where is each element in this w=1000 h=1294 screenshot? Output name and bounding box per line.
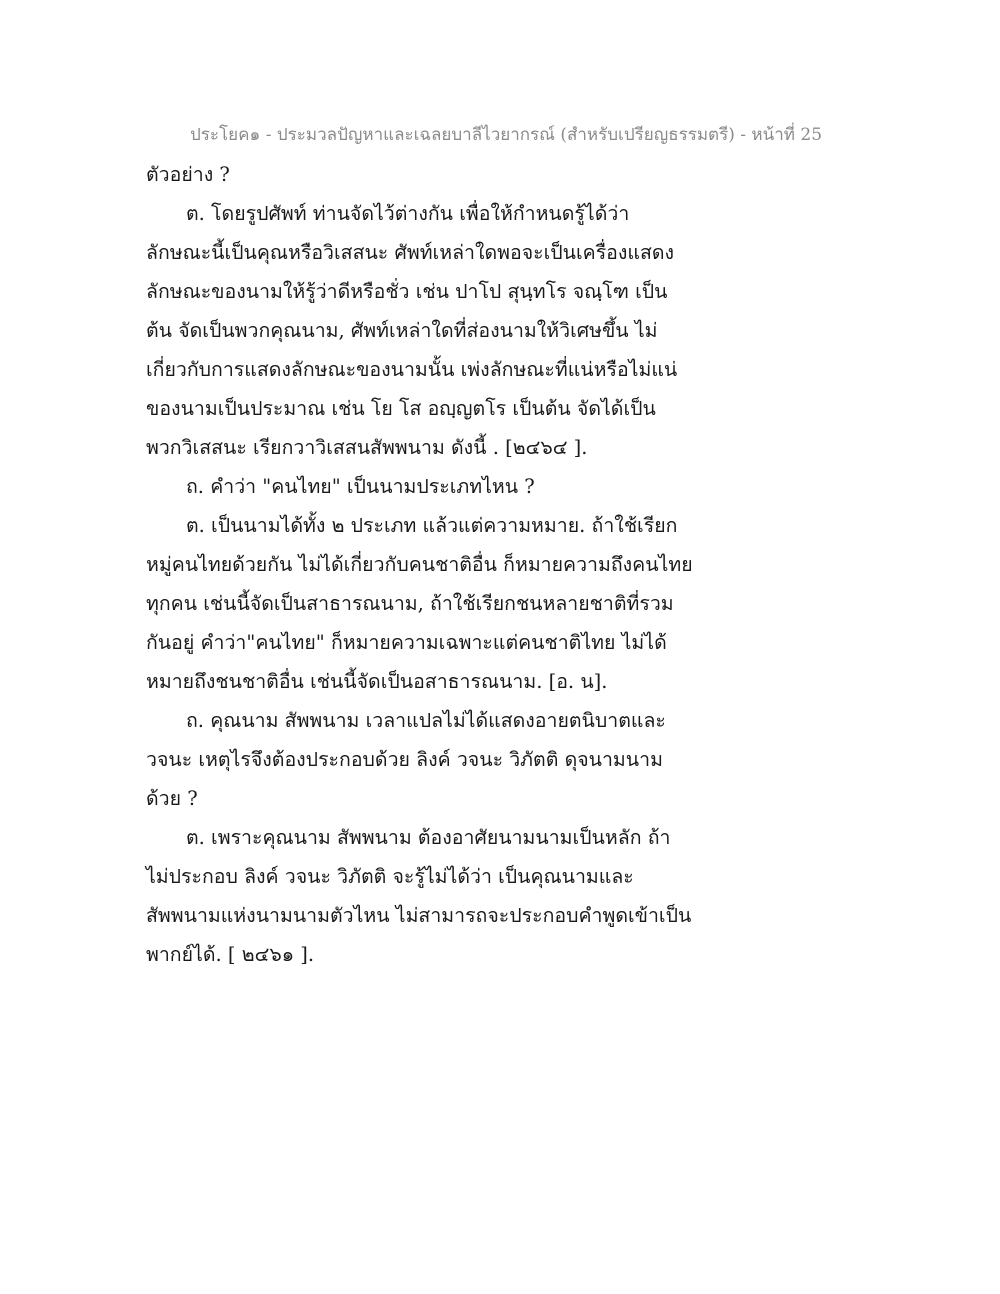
question-paragraph-start: ถ. คุณนาม สัพพนาม เวลาแปลไม่ได้แสดงอายตนิบาตและ [186, 709, 666, 732]
body-text [146, 160, 706, 979]
text-line: ตัวอย่าง ? [146, 163, 230, 186]
answer-paragraph-start: ต. เพราะคุณนาม สัพพนาม ต้องอาศัยนามนามเป็นหลัก ถ้า [186, 826, 671, 849]
text-line: หมู่คนไทยด้วยกัน ไม่ได้เกี่ยวกับคนชาติอื่น ก็หมายความถึงคนไทย [146, 553, 693, 576]
text-line: ทุกคน เช่นนี้จัดเป็นสาธารณนาม, ถ้าใช้เรียกชนหลายชาติที่รวม [146, 592, 674, 615]
text-line: สัพพนามแห่งนามนามตัวไหน ไม่สามารถจะประกอบคำพูดเข้าเป็น [146, 904, 692, 927]
text-line: พวกวิเสสนะ เรียกวาวิเสสนสัพพนาม ดังนี้ . [๒๔๖๔ ]. [146, 436, 588, 459]
text-line: ไม่ประกอบ ลิงค์ วจนะ วิภัตติ จะรู้ไม่ได้ว่า เป็นคุณนามและ [146, 865, 634, 888]
text-line: ต้น จัดเป็นพวกคุณนาม, ศัพท์เหล่าใดที่ส่องนามให้วิเศษขึ้น ไม่ [146, 319, 658, 342]
text-line: ด้วย ? [146, 787, 198, 810]
text-line: ของนามเป็นประมาณ เช่น โย โส อญฺญตโร เป็นต้น จัดได้เป็น [146, 397, 656, 420]
text-line: พากย์ได้. [ ๒๔๖๑ ]. [146, 943, 315, 966]
text-line: เกี่ยวกับการแสดงลักษณะของนามนั้น เพ่งลักษณะที่แน่หรือไม่แน่ [146, 358, 678, 381]
answer-paragraph-start: ต. โดยรูปศัพท์ ท่านจัดไว้ต่างกัน เพื่อให้กำหนดรู้ได้ว่า [186, 202, 630, 225]
question-paragraph: ถ. คำว่า "คนไทย" เป็นนามประเภทไหน ? [186, 475, 535, 498]
text-line: กันอยู่ คำว่า"คนไทย" ก็หมายความเฉพาะแต่คนชาติไทย ไม่ได้ [146, 631, 667, 654]
text-line: วจนะ เหตุไรจึงต้องประกอบด้วย ลิงค์ วจนะ วิภัตติ ดุจนามนาม [146, 748, 663, 771]
text-line: หมายถึงชนชาติอื่น เช่นนี้จัดเป็นอสาธารณนาม. [อ. น]. [146, 670, 608, 693]
page-header: ประโยค๑ - ประมวลปัญหาและเฉลยบาลีไวยากรณ์ (สำหรับเปรียญธรรมตรี) - หน้าที่ 25 [190, 125, 823, 145]
answer-paragraph-start: ต. เป็นนามได้ทั้ง ๒ ประเภท แล้วแต่ความหมาย. ถ้าใช้เรียก [186, 514, 678, 537]
text-line: ลักษณะของนามให้รู้ว่าดีหรือชั่ว เช่น ปาโป สุนฺทโร จณฺโฑ เป็น [146, 280, 668, 303]
text-line: ลักษณะนี้เป็นคุณหรือวิเสสนะ ศัพท์เหล่าใดพอจะเป็นเครื่องแสดง [146, 241, 675, 264]
